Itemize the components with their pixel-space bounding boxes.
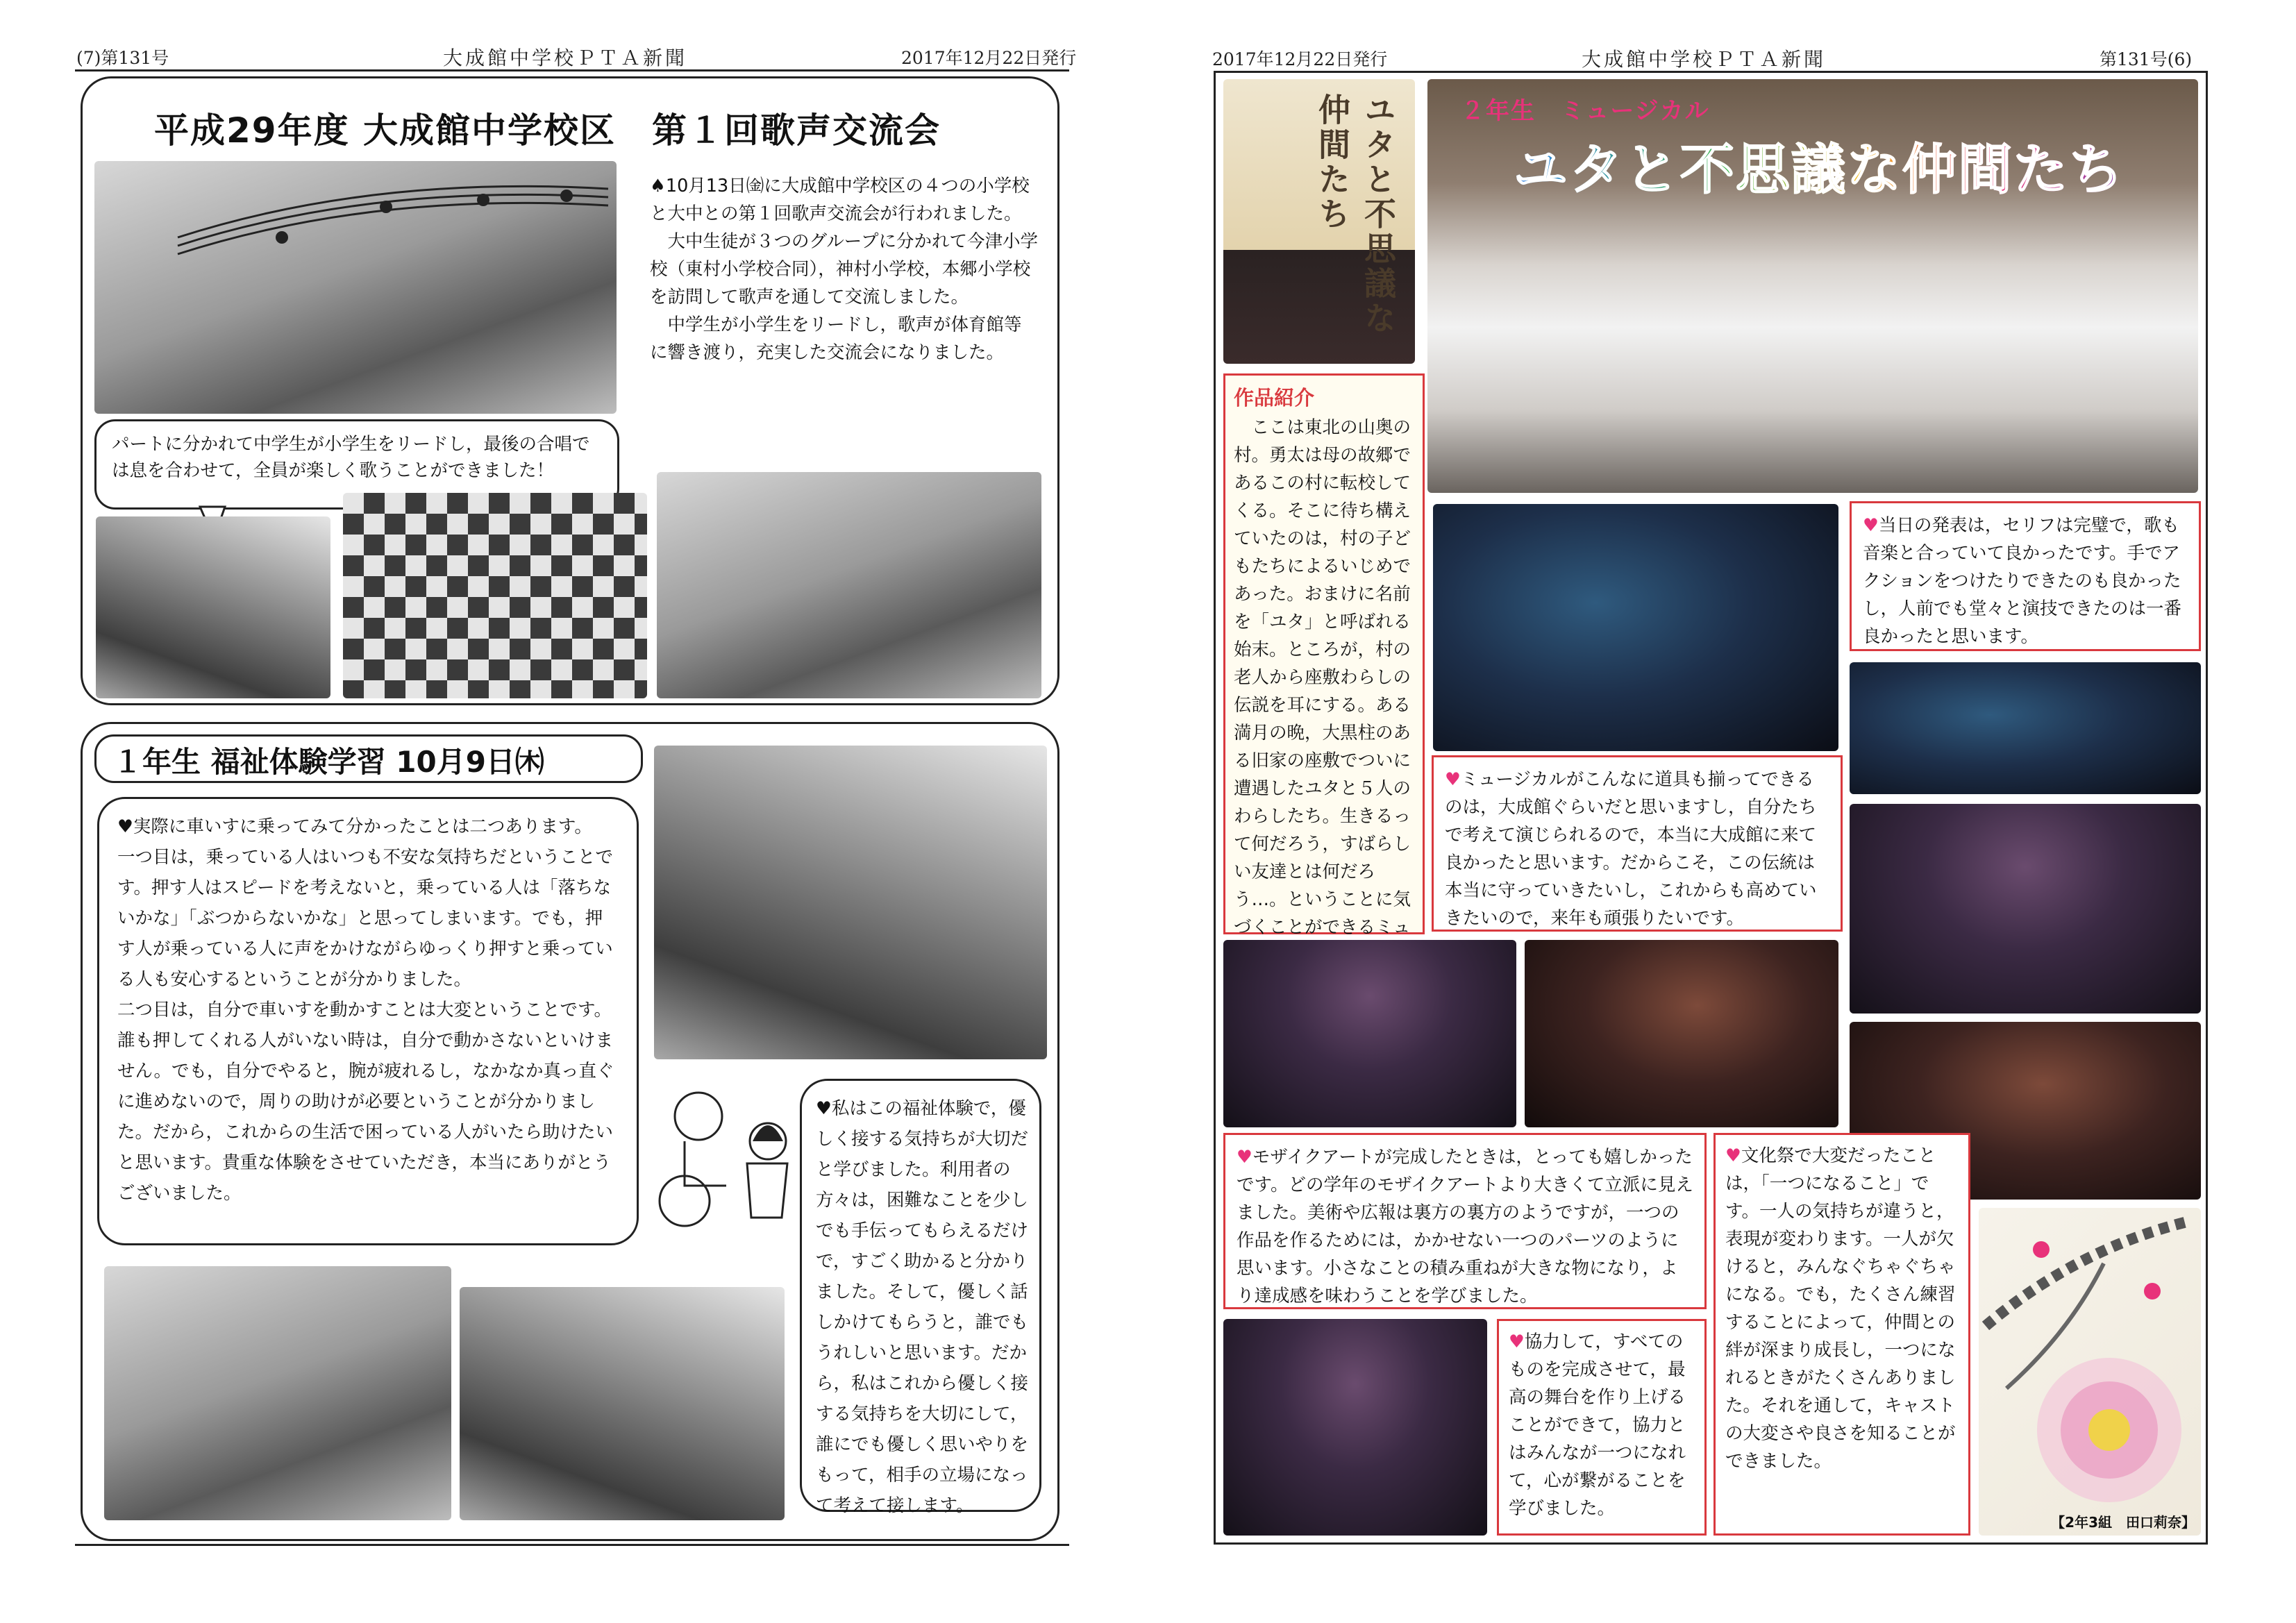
left-header-rule [75,69,1069,72]
comment-2-text: ミュージカルがこんなに道具も揃ってできるのは，大成館ぐらいだと思いますし，自分たちで考えて演じられるので，本当に大成館に来て良かったと思います。だからこそ，この伝統は本当に守っていきたいし，これからも高めていきたいので，来年も頑張りたいです。 [1445,769,1817,929]
welfare-comment-1-box [97,797,639,1245]
photo-stage-wide [1850,662,2201,794]
comment-box-4 [1713,1133,1970,1536]
right-footer-rule [1214,1542,2208,1545]
singing-paragraph-2: 大中生徒が３つのグループに分かれて今津小学校（東村小学校合同），神村小学校，本郷小学校を訪問して歌声を通して交流しました。 [650,231,1038,308]
right-left-border [1214,71,1216,1544]
drawing-credit: 【2年3組 田口莉奈】 [2051,1514,2195,1531]
article-welfare-heading: １年生 福祉体験学習 10月9日㈭ [94,734,643,783]
photo-wheelchair-indoor-1 [104,1266,451,1520]
music-notes-decoration [94,161,617,414]
comment-5-text: 協力して，すべてのものを完成させて，最高の舞台を作り上げることができて，協力とはみんなが一つになれて，心が繋がることを学びました。 [1509,1331,1686,1519]
welfare-comment-1-line-1: ♥実際に車いすに乗ってみて分かったことは二つあります。 [117,816,592,837]
photo-singing-classroom [94,161,617,414]
heart-icon: ♥ [1237,1147,1252,1168]
intro-tag: 作品紹介 [1234,386,1315,410]
wheelchair-illustration [643,1082,800,1237]
left-issue-date: 2017年12月22日発行 [901,48,1077,68]
intro-box [1223,373,1425,938]
comment-box-1 [1850,501,2201,651]
right-newspaper-title: 大成館中学校ＰＴＡ新聞 [1582,48,1827,71]
left-page-number: (7)第131号 [76,48,169,68]
drawing-flower [1979,1208,2201,1536]
musical-title: ユタと不思議な仲間たち [1514,126,2125,204]
comment-box-5 [1497,1319,1707,1536]
welfare-comment-1 [117,812,619,1209]
photo-stage-performers [1850,804,2201,1014]
right-issue-date: 2017年12月22日発行 [1212,49,1388,69]
photo-stage-dance [1525,940,1838,1127]
article-singing-body [650,172,1039,367]
singing-speech-bubble: パートに分かれて中学生が小学生をリードし，最後の合唱では息を合わせて，全員が楽しく歌うことができました！ [94,419,619,510]
welfare-comment-1-line-2: 一つ目は，乗っている人はいつも不安な気持ちだということです。押す人はスピードを考えないと，乗っている人は「落ちないかな」「ぶつからないかな」と思ってしまいます。でも，押す人が乗っている人に声をかけながらゆっくり押すと乗っている人も安心するということが分かりました。 [117,847,614,990]
intro-body: ここは東北の山奥の村。勇太は母の故郷であるこの村に転校してくる。そこに待ち構えていたのは，村の子どもたちによるいじめであった。おまけに名前を「ユタ」と呼ばれる始末。ところが，村の老人から座敷わらしの伝説を耳にする。ある満月の晩，大黒柱のある旧家の座敷でついに遭遇したユタと５人のわらしたち。生きるって何だろう，すばらしい友達とは何だろう…。ということに気づくことができるミュ [1234,417,1411,938]
right-page-number: 第131号(6) [2100,49,2193,69]
photo-wheelchair-indoor-2 [460,1287,785,1520]
photo-stage-yuta [1433,504,1838,751]
photo-stage-finale [1223,1319,1487,1536]
comment-3-text: モザイクアートが完成したときは，とっても嬉しかったです。どの学年のモザイクアートより大きくて立派に見えました。美術や広報は裏方の裏方のようですが，一つの作品を作るためには，かかせない一つのパーツのように思います。小さなことの積み重ねが大きな物になり，より達成感を味わうことを学びました。 [1237,1147,1693,1306]
photo-musical-poster [1223,79,1415,364]
heart-icon: ♥ [1445,769,1461,790]
comment-box-3 [1223,1133,1707,1309]
photo-singing-gym [657,472,1041,698]
right-right-border [2206,71,2208,1544]
singing-paragraph-1: ♠10月13日㈮に大成館中学校区の４つの小学校と大中との第１回歌声交流会が行われました。 [650,176,1030,224]
right-header-rule [1214,71,2208,73]
left-newspaper-title: 大成館中学校ＰＴＡ新聞 [443,47,688,69]
photo-singing-students-1 [96,516,330,698]
photo-stage-costumes [1223,940,1516,1127]
left-footer-rule [75,1544,1069,1546]
flower-drawing-icon [1979,1208,2201,1536]
comment-box-2 [1432,755,1843,932]
welfare-comment-1-line-3: 二つ目は，自分で車いすを動かすことは大変ということです。誰も押してくれる人がいない時は，自分で動かさないといけません。でも，自分でやると，腕が疲れるし，なかなか真っ直ぐに進めないので，周りの助けが必要ということが分かりました。だから，これからの生活で困っている人がいたら助けたいと思います。貴重な体験をさせていただき，本当にありがとうございました。 [117,1000,614,1204]
singing-paragraph-3: 中学生が小学生をリードし，歌声が体育館等に響き渡り，充実した交流会になりました。 [650,314,1022,363]
heart-icon: ♥ [1725,1145,1741,1166]
comment-1-text: 当日の発表は，セリフは完璧で，歌も音楽と合っていて良かったです。手でアクションをつけたりできたのも良かったし，人前でも堂々と演技できたのは一番良かったと思います。 [1863,515,2182,647]
heart-icon: ♥ [1509,1331,1525,1352]
heart-icon: ♥ [1863,515,1879,536]
musical-subtitle: ２年生 ミュージカル [1461,97,1710,125]
photo-wheelchair-outdoor [654,746,1047,1059]
comment-4-text: 文化祭で大変だったことは，「一つになること」です。一人の気持ちが違うと，表現が変わります。一人が欠けると，みんなぐちゃぐちゃになる。でも，たくさん練習することによって，仲間との絆が深まり成長し，一つになれるときがたくさんありました。それを通して，キャストの大変さや良さを知ることができました。 [1725,1145,1956,1472]
photo-singing-circle [343,493,647,698]
poster-title: ユタと不思議な仲間たち [1314,93,1397,336]
welfare-comment-2: ♥私はこの福祉体験で，優しく接する気持ちが大切だと学びました。利用者の方々は，困難なことを少しでも手伝ってもらえるだけで，すごく助かると分かりました。そして，優しく話しかけてもらうと，誰でもうれしいと思います。だから，私はこれから優しく接する気持ちを大切にして，誰にでも優しく思いやりをもって，相手の立場になって考えて接します。 [800,1079,1041,1512]
article-singing-heading: 平成29年度 大成館中学校区 第１回歌声交流会 [154,110,941,151]
